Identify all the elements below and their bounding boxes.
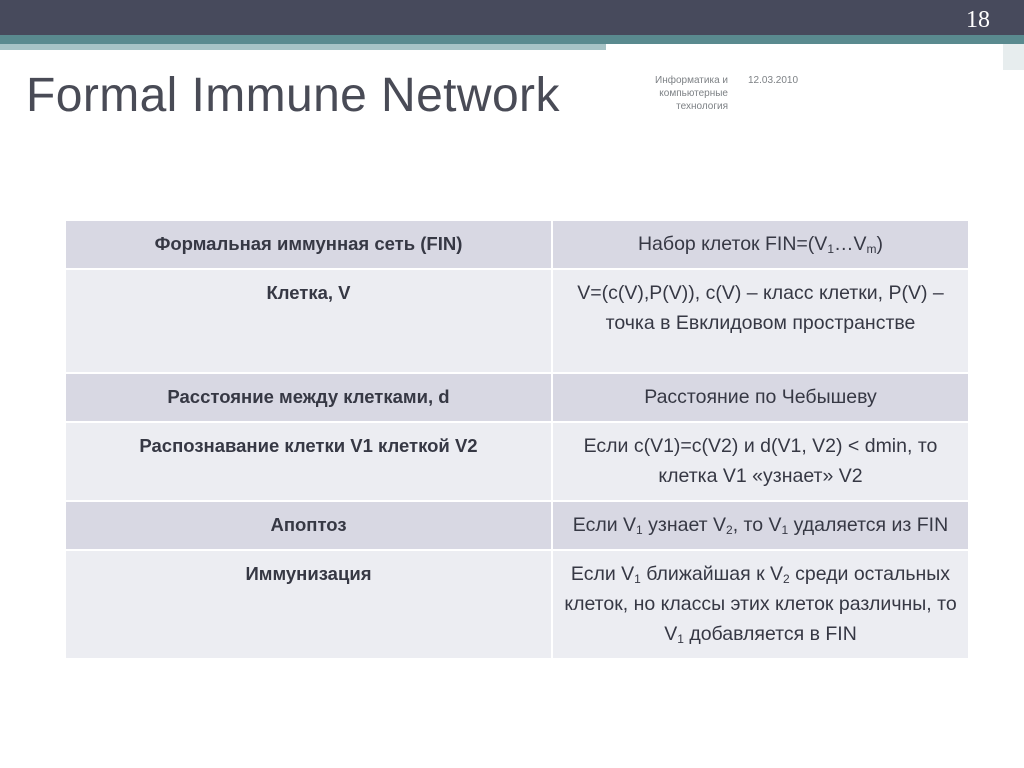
slide-number: 18 xyxy=(966,7,990,33)
accent-stripe xyxy=(0,35,1024,44)
definition-cell: Набор клеток $FIN=(V_1\dots V_m)$ xyxy=(552,220,969,269)
header-tab-edge xyxy=(1003,44,1024,70)
term-cell: Формальная иммунная сеть (FIN) xyxy=(65,220,552,269)
footer-date: 12.03.2010 xyxy=(748,75,799,86)
table-row xyxy=(65,422,969,501)
header-tab xyxy=(606,44,1024,70)
subscript: m xyxy=(866,242,877,256)
term-cell: Иммунизация xyxy=(65,550,552,659)
definitions-table xyxy=(64,219,970,660)
table-row xyxy=(65,269,969,373)
footer-organization: Информатика и компьютерные технология xyxy=(655,75,728,112)
subscript: 1 xyxy=(677,632,684,646)
table-row xyxy=(65,501,969,550)
subscript: 1 xyxy=(781,523,789,537)
term-cell: Апоптоз xyxy=(65,501,552,550)
term-cell: Клетка, V xyxy=(65,269,552,373)
table-row xyxy=(65,220,969,269)
subscript: 1 xyxy=(827,242,834,256)
table-row xyxy=(65,373,969,422)
subscript: 2 xyxy=(783,572,790,586)
table-row xyxy=(65,550,969,659)
term-cell: Расстояние между клетками, d xyxy=(65,373,552,422)
subscript: 1 xyxy=(634,572,641,586)
definition-cell: Если $V_1$ ближайшая к $V_2$ среди остальных клеток, но классы этих клеток различны, то $V_1$ добавляется в FIN xyxy=(552,550,969,659)
subscript: 1 xyxy=(636,523,643,537)
subscript: 2 xyxy=(726,523,733,537)
slide-title: Formal Immune Network xyxy=(26,69,560,122)
term-cell: Распознавание клетки V1 клеткой V2 xyxy=(65,422,552,501)
definition-cell: Расстояние по Чебышеву xyxy=(552,373,969,422)
definition-cell: Если c(V1)=c(V2) и d(V1, V2) < dmin, то клетка V1 «узнает» V2 xyxy=(552,422,969,501)
definition-cell: Если $V_1$ узнает $V_2$, то $V_1$ удаляется из FIN xyxy=(552,501,969,550)
definition-cell: V=(c(V),P(V)), c(V) – класс клетки, P(V) – точка в Евклидовом пространстве xyxy=(552,269,969,373)
top-bar xyxy=(0,0,1024,35)
